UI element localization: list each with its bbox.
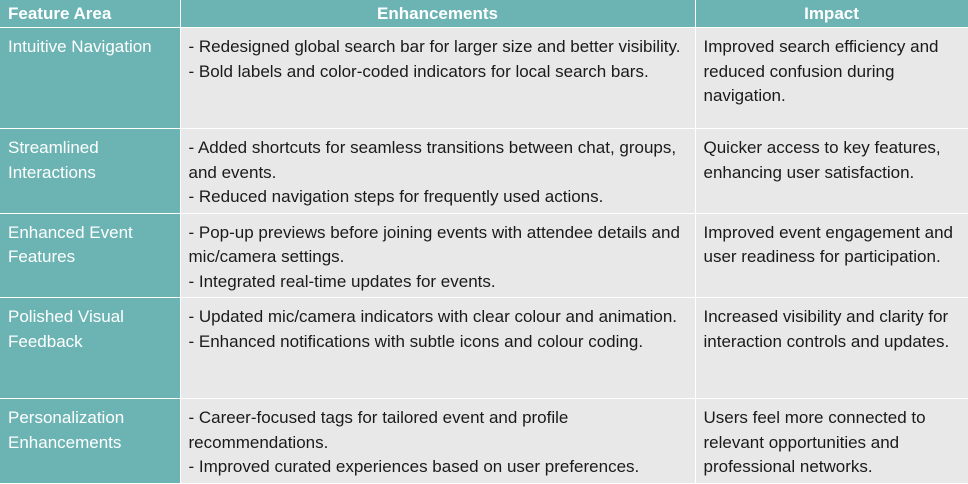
header-feature-area: Feature Area bbox=[0, 0, 180, 28]
feature-area-cell: Streamlined Interactions bbox=[0, 129, 180, 214]
table-row bbox=[0, 28, 968, 129]
feature-area-cell: Personalization Enhancements bbox=[0, 399, 180, 484]
enhancement-item: - Integrated real-time updates for events. bbox=[188, 271, 496, 291]
enhancements-cell bbox=[180, 213, 695, 298]
enhancement-item: - Improved curated experiences based on user preferences. bbox=[188, 457, 640, 476]
enhancement-item: - Updated mic/camera indicators with clear colour and animation. bbox=[188, 307, 678, 326]
header-impact: Impact bbox=[695, 0, 968, 28]
impact-cell: Increased visibility and clarity for interaction controls and updates. bbox=[695, 298, 968, 399]
enhancement-item: - Career-focused tags for tailored event and profile recommendations. bbox=[188, 408, 569, 452]
impact-cell: Improved event engagement and user readiness for participation. bbox=[695, 213, 968, 298]
impact-cell: Users feel more connected to relevant opportunities and professional networks. bbox=[695, 399, 968, 484]
feature-area-cell: Enhanced Event Features bbox=[0, 213, 180, 298]
feature-area-cell: Polished Visual Feedback bbox=[0, 298, 180, 399]
enhancement-item: - Redesigned global search bar for larger size and better visibility. bbox=[188, 37, 681, 56]
table-row bbox=[0, 129, 968, 214]
enhancement-item: - Enhanced notifications with subtle icons and colour coding. bbox=[188, 331, 644, 351]
enhancements-cell bbox=[180, 129, 695, 214]
enhancement-item: - Reduced navigation steps for frequently used actions. bbox=[188, 187, 604, 206]
table-row bbox=[0, 298, 968, 399]
impact-cell: Quicker access to key features, enhancing user satisfaction. bbox=[695, 129, 968, 214]
enhancement-item: - Added shortcuts for seamless transitions between chat, groups, and events. bbox=[188, 138, 677, 182]
enhancement-item: - Pop-up previews before joining events with attendee details and mic/camera settings. bbox=[188, 222, 680, 266]
feature-area-cell: Intuitive Navigation bbox=[0, 28, 180, 129]
table-header-row bbox=[0, 0, 968, 28]
enhancements-cell bbox=[180, 399, 695, 484]
enhancements-cell bbox=[180, 28, 695, 129]
header-enhancements: Enhancements bbox=[180, 0, 695, 28]
impact-cell: Improved search efficiency and reduced confusion during navigation. bbox=[695, 28, 968, 129]
enhancement-item: - Bold labels and color-coded indicators for local search bars. bbox=[188, 61, 649, 81]
enhancements-cell bbox=[180, 298, 695, 399]
table-row bbox=[0, 213, 968, 298]
table-row bbox=[0, 399, 968, 484]
